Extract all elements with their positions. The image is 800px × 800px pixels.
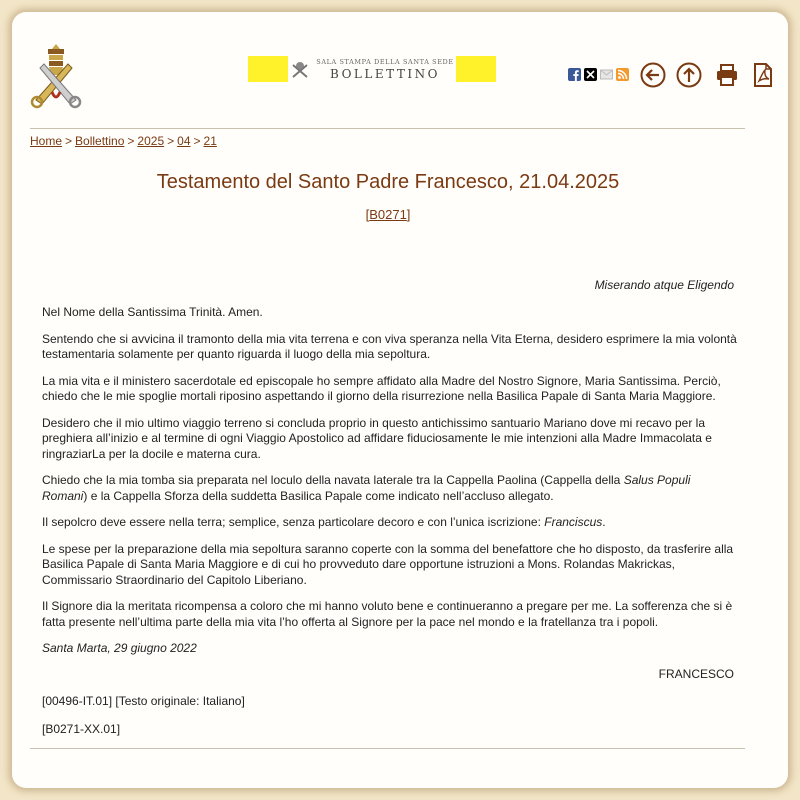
paragraph (42, 515, 738, 531)
seal-icon (290, 59, 310, 79)
breadcrumb-home[interactable]: Home (30, 134, 63, 148)
paragraph: Il Signore dia la meritata ricompensa a coloro che mi hanno voluto bene e continueranno a pregare per me. La sofferenza che si è fatta presente nell’ultima parte della mia vita l’ho offerta al Signore per la pace nel mondo e la fratellanza tra i popoli. (42, 599, 733, 629)
motto: Miserando atque Eligendo (594, 278, 734, 292)
breadcrumb-month[interactable]: 04 (177, 134, 191, 148)
banner-yellow-left (248, 56, 288, 82)
italic-text: Salus Populi Romani (42, 473, 691, 503)
pdf-icon[interactable] (750, 62, 776, 88)
page-frame (12, 12, 788, 788)
banner-subtitle: SALA STAMPA DELLA SANTA SEDE (316, 58, 454, 66)
paragraph: Nel Nome della Santissima Trinità. Amen. (42, 305, 263, 319)
bollettino-banner[interactable] (248, 56, 496, 82)
paragraph: Desidero che il mio ultimo viaggio terreno si concluda proprio in questo antichissimo santuario Mariano dove mi recavo per la preghiera all’inizio e al termine di ogni Viaggio Apostolico ad affidare fiduciosamente le mie intenzioni alla Madre Immacolata e ringraziarLa per la docile e materna cura. (42, 415, 712, 461)
text-run: Chiedo che la mia tomba sia preparata nel loculo della navata laterale tra la Cappella Paolina (Cappella della (42, 473, 624, 487)
place-date: Santa Marta, 29 giugno 2022 (42, 641, 197, 655)
breadcrumb-day[interactable]: 21 (203, 134, 217, 148)
rss-icon[interactable] (616, 68, 629, 81)
signature: FRANCESCO (658, 667, 734, 681)
text-run: ) e la Cappella Sforza della suddetta Basilica Papale come indicato nell’accluso allegato. (83, 488, 554, 503)
breadcrumb-bollettino[interactable]: Bollettino (75, 134, 125, 148)
header-divider (30, 128, 745, 129)
text-run: . (602, 515, 606, 529)
top-icon[interactable] (676, 62, 702, 88)
bulletin-code: [B0271] (365, 207, 411, 222)
footer-divider (30, 748, 745, 749)
breadcrumb (30, 134, 217, 148)
page-title: Testamento del Santo Padre Francesco, 21.04.2025 (156, 171, 620, 193)
breadcrumb-separator: > (65, 134, 73, 148)
holy-see-coat-of-arms-logo[interactable] (28, 42, 84, 112)
facebook-icon[interactable] (568, 68, 581, 81)
breadcrumb-year[interactable]: 2025 (137, 134, 165, 148)
breadcrumb-separator: > (167, 134, 175, 148)
reference-code: [B0271-XX.01] (42, 722, 121, 736)
paragraph: Sentendo che si avvicina il tramonto della mia vita terrena e con viva speranza nella Vita Eterna, desidero esprimere la mia volontà testamentaria solamente per quanto riguarda il luogo della mia sepoltura. (42, 331, 737, 361)
document-body (42, 305, 738, 668)
paragraph: La mia vita e il ministero sacerdotale ed episcopale ho sempre affidato alla Madre del Nostro Signore, Maria Santissima. Perciò, chiedo che le mie spoglie mortali riposino aspettando il giorno della risurrezione nella Basilica Papale di Santa Maria Maggiore. (42, 373, 721, 403)
breadcrumb-separator: > (193, 134, 201, 148)
email-icon[interactable] (600, 68, 613, 81)
bulletin-code-link[interactable]: B0271 (369, 207, 407, 222)
italic-text: Franciscus (544, 515, 603, 529)
back-icon[interactable] (640, 62, 666, 88)
text-run: Il sepolcro deve essere nella terra; semplice, senza particolare decoro e con l’unica iscrizione: (42, 515, 545, 529)
paragraph: Le spese per la preparazione della mia sepoltura saranno coperte con la somma del benefattore che ho disposto, da trasferire alla Basilica Papale di Santa Maria Maggiore e di cui ho provveduto dare opportune istruzioni a Mons. Rolandas Makrickas, Commissario Straordinario del Capitolo Liberiano. (42, 541, 734, 587)
paragraph (42, 473, 738, 504)
x-icon[interactable] (584, 68, 597, 81)
banner-title: BOLLETTINO (330, 67, 440, 81)
print-icon[interactable] (714, 62, 740, 88)
banner-yellow-right (456, 56, 496, 82)
breadcrumb-separator: > (127, 134, 135, 148)
reference-original: [00496-IT.01] [Testo originale: Italiano] (42, 694, 245, 708)
